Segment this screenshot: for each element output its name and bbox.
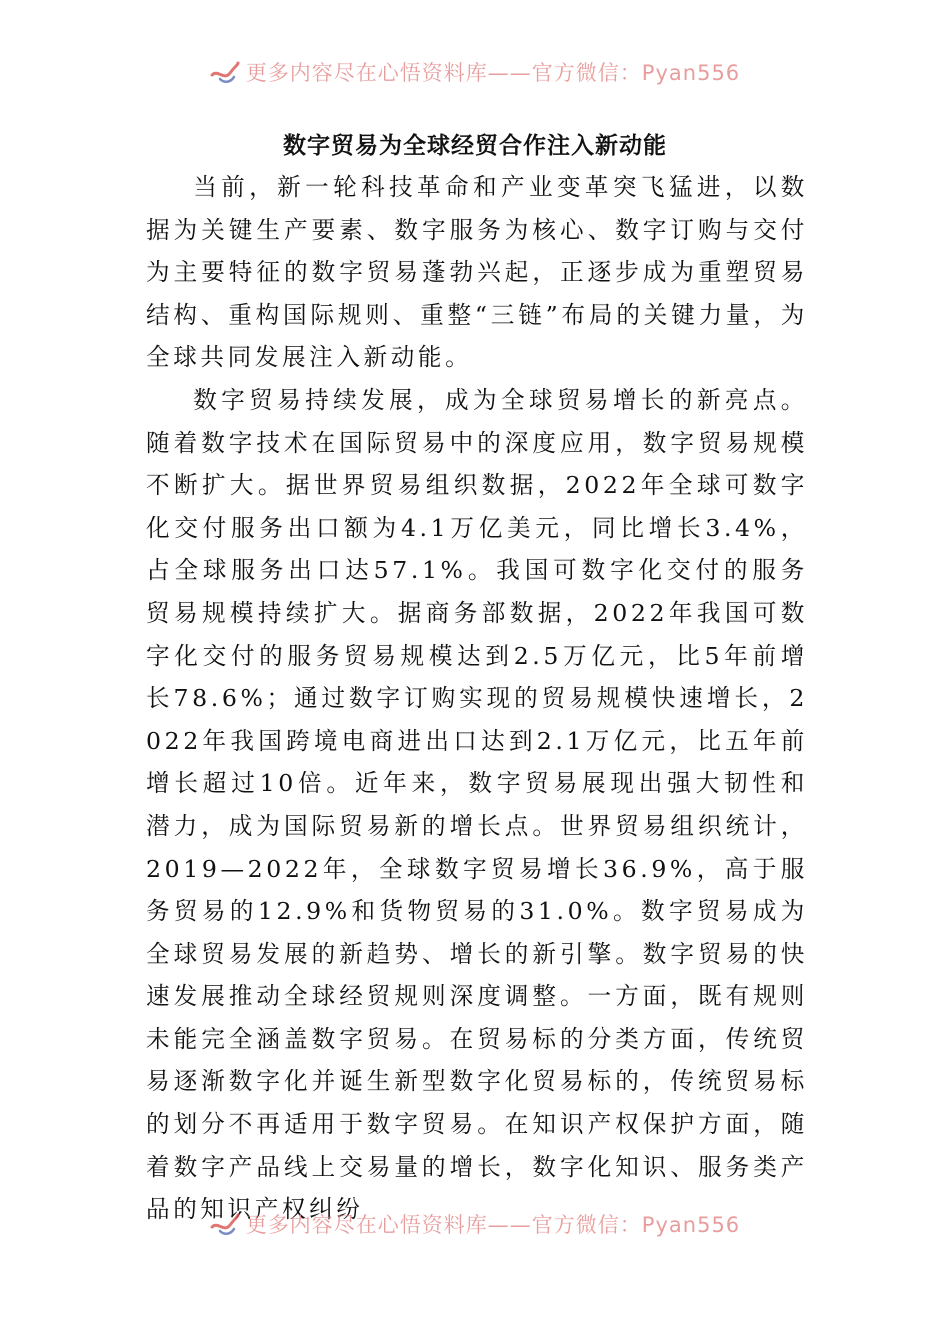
brush-logo-icon bbox=[210, 1211, 240, 1237]
watermark-text: 更多内容尽在心悟资料库——官方微信：Pyan556 bbox=[245, 1213, 741, 1237]
document-body bbox=[146, 166, 808, 1231]
paragraph: 数字贸易持续发展，成为全球贸易增长的新亮点。随着数字技术在国际贸易中的深度应用，数字贸易规模不断扩大。据世界贸易组织数据，2022年全球可数字化交付服务出口额为4.1万亿美元，同比增长3.4%，占全球服务出口达57.1%。我国可数字化交付的服务贸易规模持续扩大。据商务部数据，2022年我国可数字化交付的服务贸易规模达到2.5万亿元，比5年前增长78.6%；通过数字订购实现的贸易规模快速增长，2022年我国跨境电商进出口达到2.1万亿元，比五年前增长超过10倍。近年来，数字贸易展现出强大韧性和潜力，成为国际贸易新的增长点。世界贸易组织统计，2019—2022年，全球数字贸易增长36.9%，高于服务贸易的12.9%和货物贸易的31.0%。数字贸易成为全球贸易发展的新趋势、增长的新引擎。数字贸易的快速发展推动全球经贸规则深度调整。一方面，既有规则未能完全涵盖数字贸易。在贸易标的分类方面，传统贸易逐渐数字化并诞生新型数字化贸易标的，传统贸易标的划分不再适用于数字贸易。在知识产权保护方面，随着数字产品线上交易量的增长，数字化知识、服务类产品的知识产权纠纷 bbox=[146, 385, 808, 1224]
header-watermark bbox=[0, 52, 950, 92]
document-title: 数字贸易为全球经贸合作注入新动能 bbox=[283, 133, 667, 159]
paragraph: 当前，新一轮科技革命和产业变革突飞猛进，以数据为关键生产要素、数字服务为核心、数字订购与交付为主要特征的数字贸易蓬勃兴起，正逐步成为重塑贸易结构、重构国际规则、重整“三链”布局的关键力量，为全球共同发展注入新动能。 bbox=[146, 173, 808, 372]
brush-logo-icon bbox=[210, 59, 240, 85]
watermark-text: 更多内容尽在心悟资料库——官方微信：Pyan556 bbox=[245, 61, 741, 85]
footer-watermark bbox=[0, 1204, 950, 1244]
